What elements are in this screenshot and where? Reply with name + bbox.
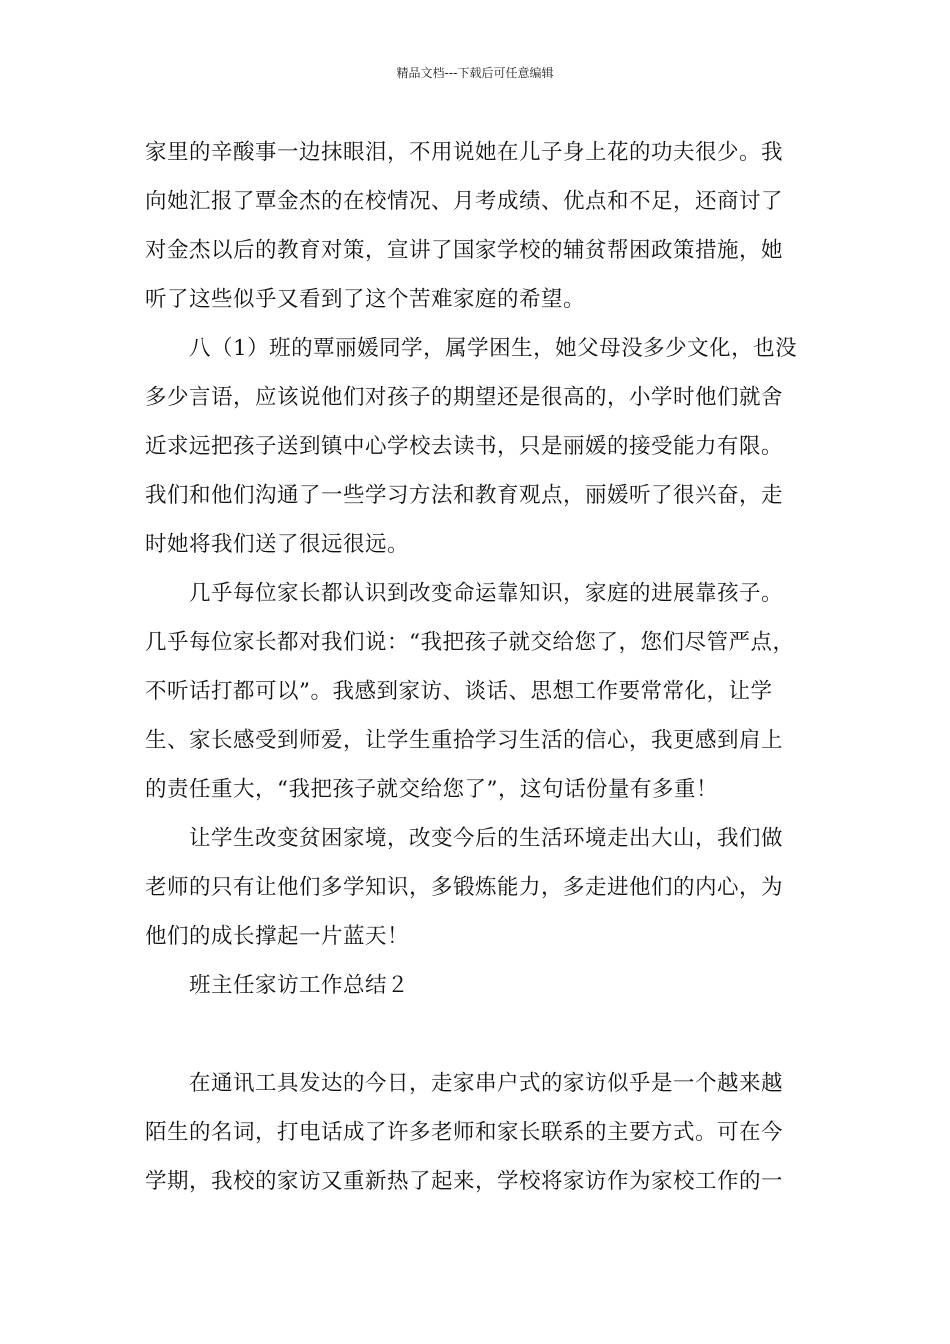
text-line: 近求远把孩子送到镇中心学校去读书，只是丽媛的接受能力有限。 [145, 434, 784, 459]
text-line: 听了这些似乎又看到了这个苦难家庭的希望。 [145, 287, 586, 312]
text-line: 让学生改变贫困家境，改变今后的生活环境走出大山，我们做 [189, 826, 784, 851]
text-line: 对金杰以后的教育对策，宣讲了国家学校的辅贫帮困政策措施，她 [145, 238, 784, 263]
blank-line [145, 1010, 815, 1059]
text-line: 几乎每位家长都认识到改变命运靠知识，家庭的进展靠孩子。 [189, 581, 784, 606]
text-line: 在通讯工具发达的今日，走家串户式的家访似乎是一个越来越 [189, 1071, 784, 1096]
page-header: 精品文档---下载后可任意编辑 [396, 66, 554, 80]
text-line: 陌生的名词，打电话成了许多老师和家长联系的主要方式。可在今 [145, 1120, 784, 1145]
text-line: 生、家长感受到师爱，让学生重拾学习生活的信心，我更感到肩上 [145, 728, 784, 753]
text-line: 不听话打都可以”。我感到家访、谈话、思想工作要常常化，让学 [145, 679, 773, 704]
text-line: 我们和他们沟通了一些学习方法和教育观点，丽媛听了很兴奋，走 [145, 483, 784, 508]
text-line: 几乎每位家长都对我们说：“我把孩子就交给您了，您们尽管严点， [145, 630, 795, 655]
text-line: 向她汇报了覃金杰的在校情况、月考成绩、优点和不足，还商讨了 [145, 189, 784, 214]
text-line: 学期，我校的家访又重新热了起来，学校将家访作为家校工作的一 [145, 1169, 784, 1194]
text-line: 班主任家访工作总结２ [189, 973, 410, 998]
text-line: 他们的成长撑起一片蓝天！ [145, 924, 410, 949]
text-line: 多少言语，应该说他们对孩子的期望还是很高的，小学时他们就舍 [145, 385, 784, 410]
text-line: 家里的辛酸事一边抹眼泪，不用说她在儿子身上花的功夫很少。我 [145, 140, 784, 165]
text-line: 时她将我们送了很远很远。 [145, 532, 410, 557]
document-body [145, 128, 815, 1206]
text-line: 八（1）班的覃丽媛同学，属学困生，她父母没多少文化，也没 [189, 336, 798, 361]
text-line: 的责任重大，“我把孩子就交给您了”，这句话份量有多重！ [145, 777, 718, 802]
text-line: 老师的只有让他们多学知识，多锻炼能力，多走进他们的内心，为 [145, 875, 784, 900]
